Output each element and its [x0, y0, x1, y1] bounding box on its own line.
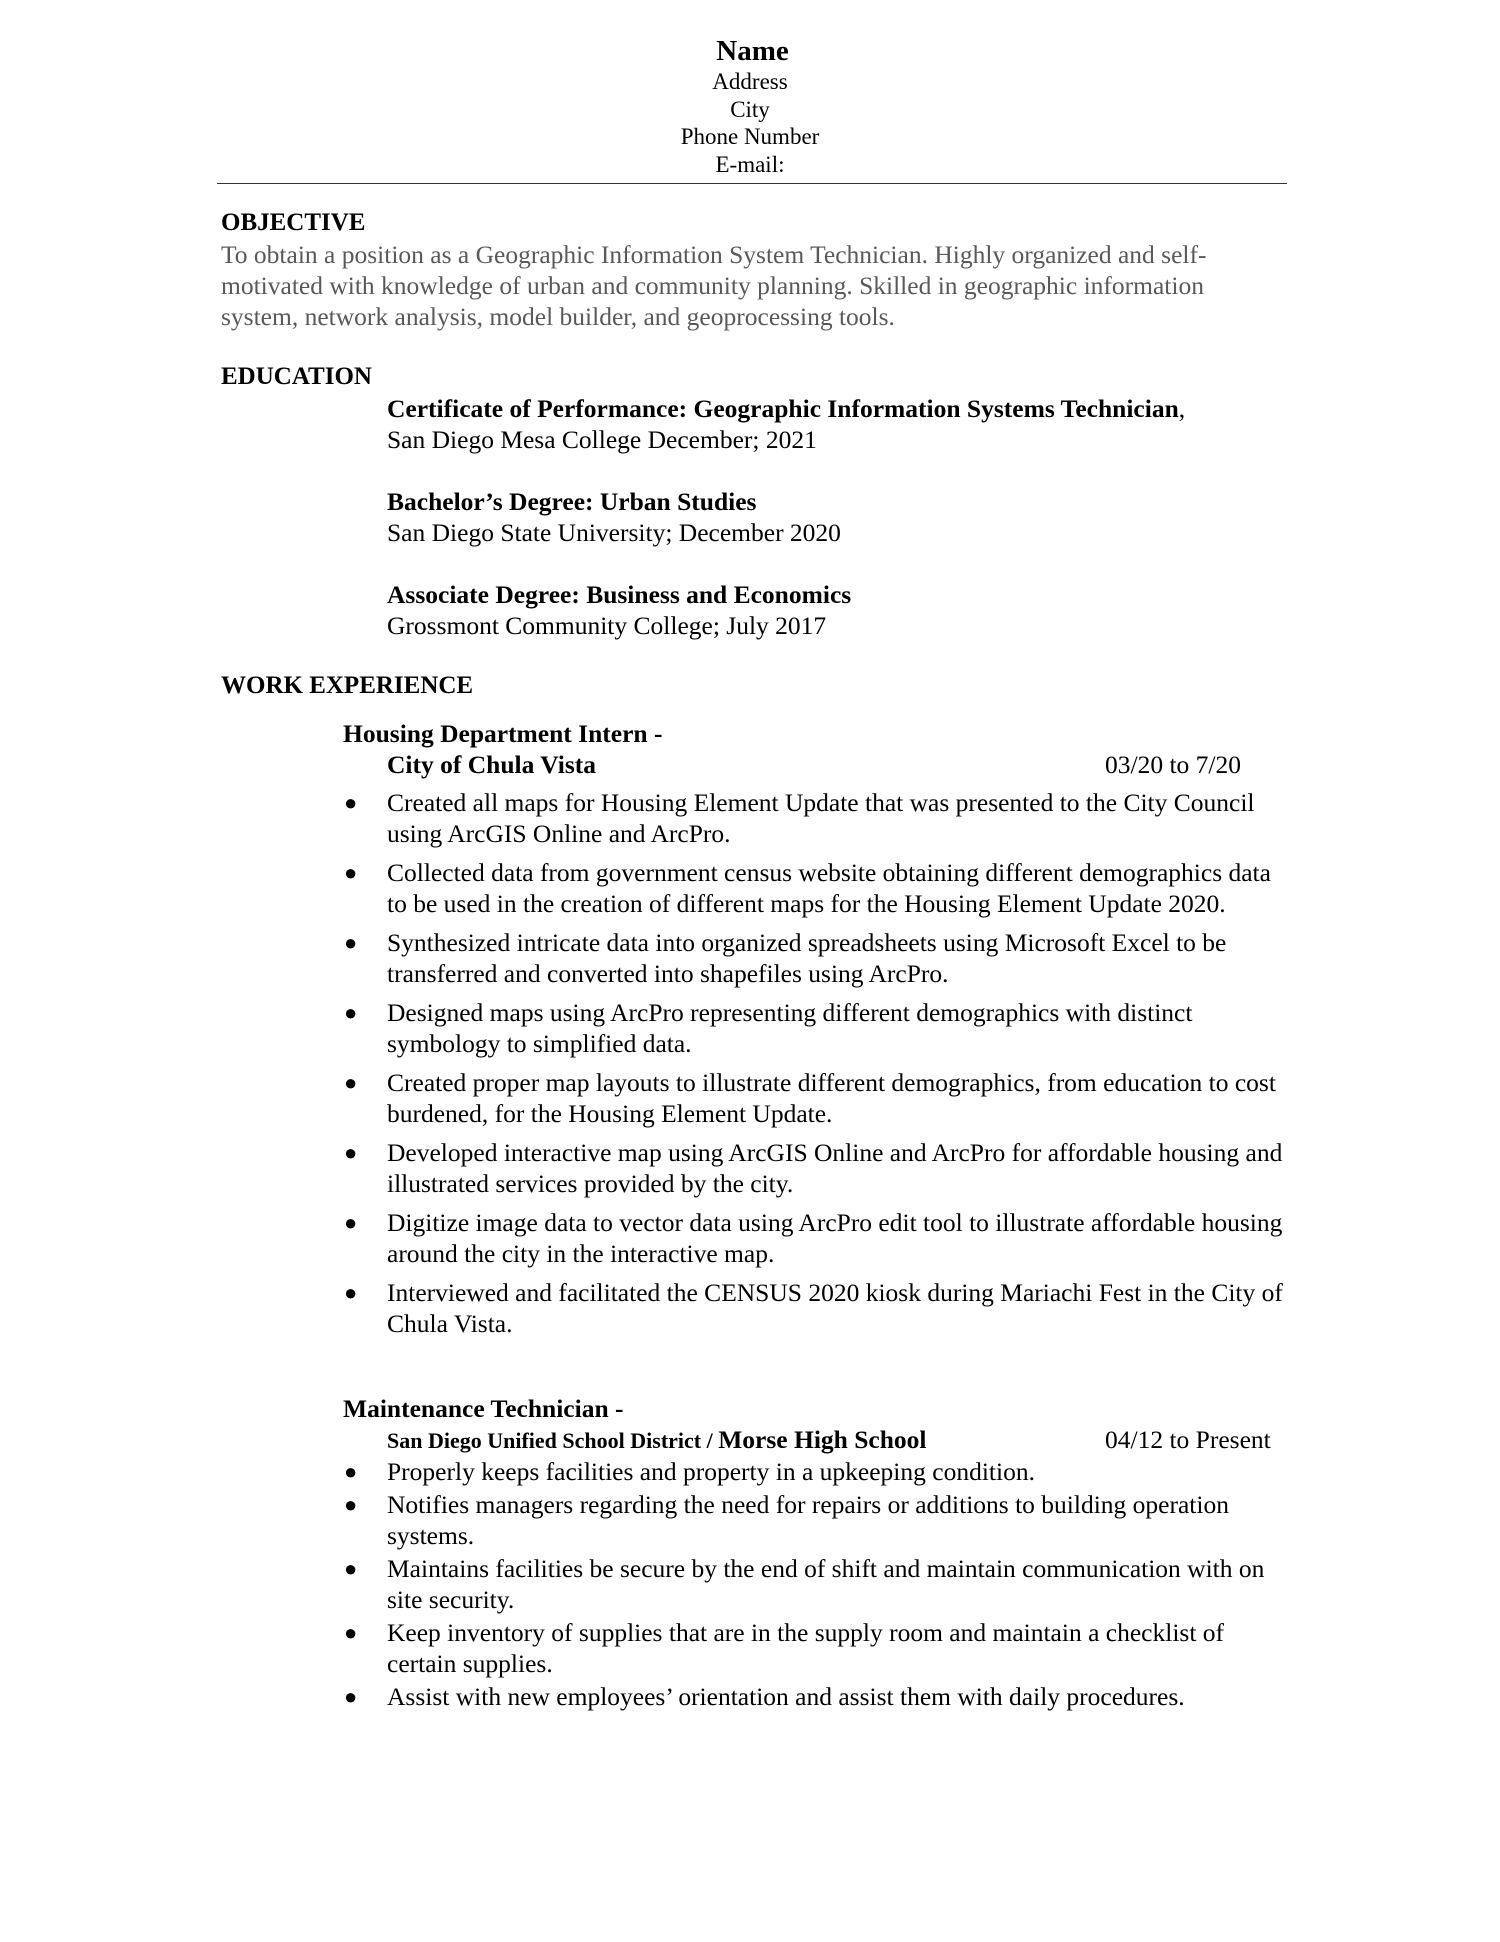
list-item [343, 1489, 1288, 1551]
duty-text: Properly keeps facilities and property in a upkeeping condition. [387, 1457, 1035, 1486]
job-duties-list [343, 1456, 1288, 1712]
degree-title: Bachelor’s Degree: Urban Studies [387, 487, 757, 516]
email-line: E-mail: [715, 151, 785, 177]
bullet-icon: ● [344, 1070, 358, 1095]
degree-title-suffix: , [1178, 394, 1186, 423]
degree-detail: San Diego Mesa College December; 2021 [387, 425, 817, 454]
job-title: Housing Department Intern - [343, 719, 663, 748]
job-dates: 03/20 to 7/20 [1105, 750, 1242, 779]
objective-heading: OBJECTIVE [221, 209, 366, 236]
bullet-icon: ● [344, 1000, 358, 1025]
education-heading: EDUCATION [221, 363, 372, 390]
bullet-icon: ● [344, 860, 358, 885]
objective-text: To obtain a position as a Geographic Information System Technician. Highly organized and self-motivated with knowledge of urban and community planning. Skilled in geographic information system, network analysis, model builder, and geoprocessing tools. [221, 240, 1207, 331]
list-item [343, 1681, 1288, 1712]
duty-text: Created all maps for Housing Element Update that was presented to the City Council using ArcGIS Online and ArcPro. [387, 788, 1255, 848]
job-employer [387, 1424, 926, 1456]
bullet-icon: ● [344, 1556, 358, 1581]
list-item [343, 787, 1288, 849]
degree-title: Certificate of Performance: Geographic Information Systems Technician [387, 394, 1179, 423]
bullet-icon: ● [344, 930, 358, 955]
list-item [343, 857, 1288, 919]
degree-title: Associate Degree: Business and Economics [387, 580, 852, 609]
duty-text: Collected data from government census website obtaining different demographics data to be used in the creation of different maps for the Housing Element Update 2020. [387, 858, 1271, 918]
bullet-icon: ● [344, 1492, 358, 1517]
list-item [343, 1277, 1288, 1339]
work-experience-heading: WORK EXPERIENCE [221, 672, 474, 699]
education-item [387, 579, 851, 641]
employer-district: San Diego Unified School District / [387, 1428, 719, 1453]
bullet-icon: ● [344, 1459, 358, 1484]
degree-detail: San Diego State University; December 2020 [387, 518, 841, 547]
list-item [343, 1553, 1288, 1615]
duty-text: Interviewed and facilitated the CENSUS 2020 kiosk during Mariachi Fest in the City of Chula Vista. [387, 1278, 1283, 1338]
bullet-icon: ● [344, 1140, 358, 1165]
city-line: City [730, 96, 770, 122]
bullet-icon: ● [344, 790, 358, 815]
employer-school: Morse High School [718, 1425, 927, 1454]
list-item [343, 1456, 1288, 1487]
duty-text: Digitize image data to vector data using ArcPro edit tool to illustrate affordable housing around the city in the interactive map. [387, 1208, 1283, 1268]
bullet-icon: ● [344, 1684, 358, 1709]
duty-text: Designed maps using ArcPro representing different demographics with distinct symbology to simplified data. [387, 998, 1193, 1058]
address-line: Address [712, 69, 788, 94]
duty-text: Notifies managers regarding the need for repairs or additions to building operation systems. [387, 1490, 1229, 1550]
job-dates: 04/12 to Present [1105, 1425, 1271, 1454]
list-item [343, 997, 1288, 1059]
duty-text: Developed interactive map using ArcGIS Online and ArcPro for affordable housing and illustrated services provided by the city. [387, 1138, 1283, 1198]
list-item [343, 1067, 1288, 1129]
duty-text: Keep inventory of supplies that are in the supply room and maintain a checklist of certain supplies. [387, 1618, 1225, 1678]
bullet-icon: ● [344, 1280, 358, 1305]
list-item [343, 1207, 1288, 1269]
education-item [387, 486, 841, 548]
list-item [343, 927, 1288, 989]
job-duties-list [343, 787, 1288, 1339]
bullet-icon: ● [344, 1210, 358, 1235]
bullet-icon: ● [344, 1620, 358, 1645]
job-employer: City of Chula Vista [387, 750, 596, 779]
duty-text: Synthesized intricate data into organized spreadsheets using Microsoft Excel to be transferred and converted into shapefiles using ArcPro. [387, 928, 1227, 988]
education-item [387, 393, 1185, 455]
list-item [343, 1617, 1288, 1679]
degree-detail: Grossmont Community College; July 2017 [387, 611, 827, 640]
job-title: Maintenance Technician - [343, 1394, 624, 1423]
duty-text: Created proper map layouts to illustrate different demographics, from education to cost burdened, for the Housing Element Update. [387, 1068, 1276, 1128]
resume-header [0, 34, 1500, 178]
applicant-name: Name [716, 35, 789, 67]
list-item [343, 1137, 1288, 1199]
duty-text: Maintains facilities be secure by the end of shift and maintain communication with on site security. [387, 1554, 1265, 1614]
phone-line: Phone Number [680, 124, 820, 149]
duty-text: Assist with new employees’ orientation and assist them with daily procedures. [387, 1682, 1185, 1711]
header-divider [217, 183, 1287, 184]
